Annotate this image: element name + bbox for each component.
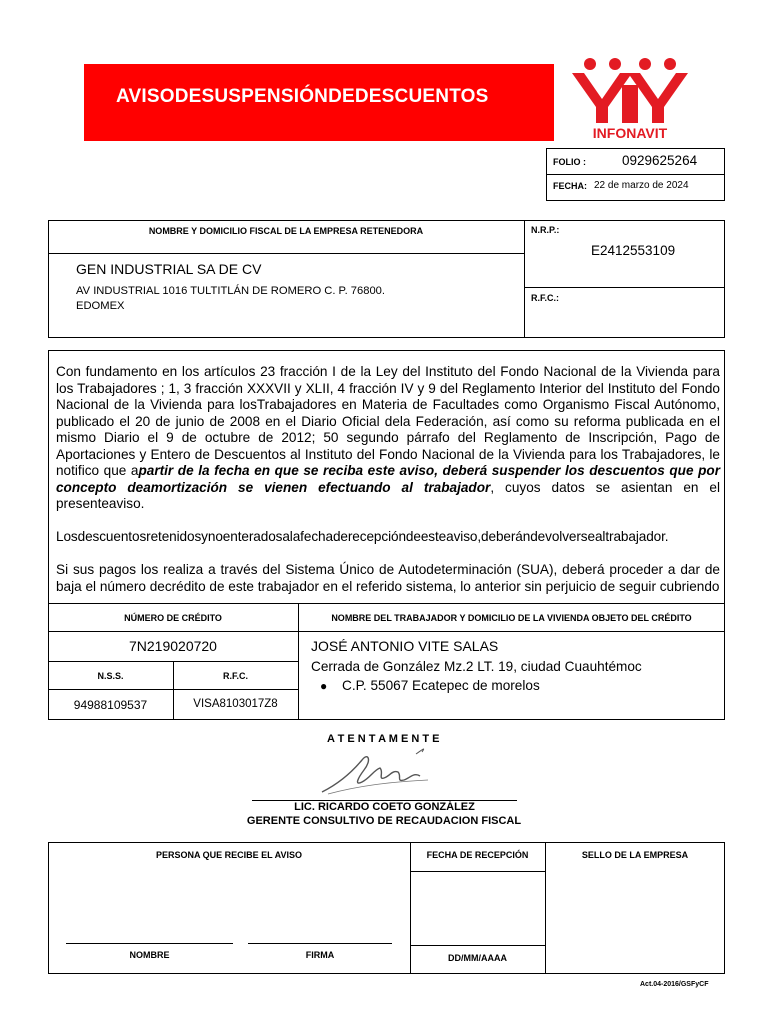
nombre-line bbox=[66, 943, 233, 944]
bullet-icon: ● bbox=[320, 679, 328, 693]
rfc-label: R.F.C.: bbox=[531, 293, 559, 303]
worker-address-line2: C.P. 55067 Ecatepec de morelos bbox=[342, 678, 540, 693]
worker-name-header: NOMBRE DEL TRABAJADOR Y DOMICILIO DE LA VIVIENDA OBJETO DEL CRÉDITO bbox=[331, 613, 692, 623]
worker-rfc-value: VISA8103017Z8 bbox=[193, 698, 278, 710]
firma-label: FIRMA bbox=[305, 950, 335, 960]
refund-paragraph: Losdescuentosretenidosynoenteradosalafechaderecepcióndeesteaviso,deberándevolversealtrabajador. bbox=[56, 529, 669, 544]
nss-rfc-divider bbox=[173, 661, 174, 720]
handwritten-signature bbox=[318, 742, 458, 802]
person-header: PERSONA QUE RECIBE EL AVISO bbox=[155, 850, 303, 860]
suspension-instruction: partir de la fecha en que se reciba este aviso, deberá suspender los descuentos que por concepto deamortización se vienen efectuando al trabajador bbox=[56, 463, 720, 495]
company-box bbox=[48, 220, 725, 338]
company-header: NOMBRE Y DOMICILIO FISCAL DE LA EMPRESA RETENEDORA bbox=[148, 226, 424, 236]
paragraph-closing: , cuyos datos se asientan en el presenteaviso. bbox=[56, 479, 720, 511]
fecha-label: FECHA: bbox=[553, 181, 587, 191]
nrp-value: E2412553109 bbox=[591, 243, 676, 258]
company-name: GEN INDUSTRIAL SA DE CV bbox=[76, 261, 262, 277]
nss-value: 94988109537 bbox=[73, 698, 148, 712]
nss-header: N.S.S. bbox=[97, 671, 124, 681]
signer-name: LIC. RICARDO COETO GONZÁLEZ bbox=[294, 801, 475, 813]
date-format-line bbox=[410, 945, 545, 946]
worker-name: JOSÉ ANTONIO VITE SALAS bbox=[311, 638, 499, 654]
company-address-line2: EDOMEX bbox=[76, 300, 125, 312]
company-address-line1: AV INDUSTRIAL 1016 TULTITLÁN DE ROMERO C. P. 76800. bbox=[76, 285, 386, 297]
nrp-label: N.R.P.: bbox=[531, 225, 560, 235]
nombre-label: NOMBRE bbox=[129, 950, 170, 960]
worker-header-line bbox=[48, 631, 725, 632]
logo-text: INFONAVIT bbox=[592, 125, 668, 141]
fecha-value: 22 de marzo de 2024 bbox=[594, 180, 689, 191]
folio-divider bbox=[546, 174, 725, 175]
credit-header: NÚMERO DE CRÉDITO bbox=[124, 613, 222, 623]
worker-address-line1: Cerrada de González Mz.2 LT. 19, ciudad Cuauhtémoc bbox=[311, 659, 642, 674]
folio-label: FOLIO : bbox=[553, 157, 586, 167]
date-header-line bbox=[410, 871, 545, 872]
date-header: FECHA DE RECEPCIÓN bbox=[426, 850, 529, 860]
closing-text: A T E N T A M E N T E bbox=[327, 733, 440, 745]
date-format: DD/MM/AAAA bbox=[448, 953, 507, 963]
body-text-clip bbox=[48, 351, 725, 603]
firma-line bbox=[248, 943, 392, 944]
company-divider bbox=[524, 220, 525, 338]
document-title: AVISODESUSPENSIÓNDEDESCUENTOS bbox=[116, 86, 489, 107]
nrp-rfc-divider bbox=[524, 287, 725, 288]
sua-paragraph: Si sus pagos los realiza a través del Sistema Único de Autodeterminación (SUA), deberá proceder a dar de baja el número decrédito de este trabajador en el referido sistema, lo anterior sin perjuicio de seguir cubriendo bbox=[56, 562, 720, 594]
paragraph-intro: Con fundamento en los artículos 23 fracción I de la Ley del Instituto del Fondo Nacional de la Vivienda para los Trabajadores ; 1, 3 fracción XXXVII y XLII, 4 fracción IV y 9 del Reglamento Interior del Instituto del Fondo Nacional de la Vivienda para losTrabajadores en Materia de Facultades como Organismo Fiscal Autónomo, publicado el 20 de junio de 2008 en el Diario Oficial dela Federación, así como su reforma publicada en el mismo Diario el 9 de octubre de 2012; 50 segundo párrafo del Reglamento de Inscripción, Pago de Aportaciones y Entero de Descuentos al Instituto del Fondo Nacional de la Vivienda para los Trabajadores, le notifico que a bbox=[56, 364, 720, 478]
signer-role: GERENTE CONSULTIVO DE RECAUDACION FISCAL bbox=[246, 815, 522, 827]
company-header-line bbox=[48, 253, 524, 254]
form-code: Act.04-2016/GSFyCF bbox=[640, 981, 709, 988]
seal-header: SELLO DE LA EMPRESA bbox=[581, 850, 689, 860]
worker-rfc-header: R.F.C. bbox=[222, 671, 248, 681]
receipt-divider-2 bbox=[545, 842, 546, 974]
credit-value: 7N219020720 bbox=[129, 638, 217, 654]
legal-paragraph bbox=[56, 364, 720, 513]
folio-value: 0929625264 bbox=[622, 153, 698, 168]
